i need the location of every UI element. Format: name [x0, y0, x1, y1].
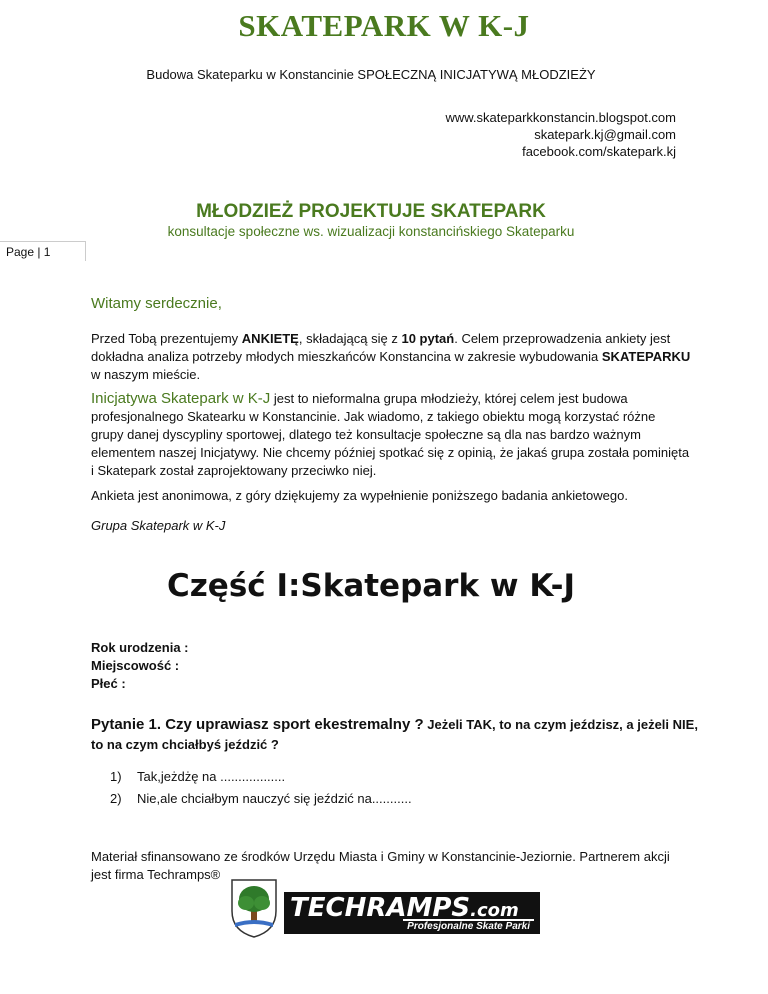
municipality-crest-logo — [229, 877, 279, 939]
question-1 — [91, 715, 711, 755]
facebook-link[interactable]: facebook.com/skatepark.kj — [522, 144, 676, 159]
funding-note: Materiał sfinansowano ze środków Urzędu Miasta i Gminy w Konstancinie-Jeziornie. Partnerem akcji jest firma Techramps® — [91, 849, 670, 882]
blog-link[interactable]: www.skateparkkonstancin.blogspot.com — [445, 110, 676, 125]
logo-suffix: .com — [470, 900, 519, 921]
respondent-fields — [91, 639, 189, 693]
signature: Grupa Skatepark w K-J — [91, 518, 226, 533]
greeting: Witamy serdecznie, — [91, 295, 222, 312]
answer-option: 1) Tak,jeżdżę na .................. — [110, 769, 286, 784]
town-field: Miejscowość : — [91, 658, 180, 673]
intro-paragraph-3: Ankieta jest anonimowa, z góry dziękujemy za wypełnienie poniższego badania ankietowego. — [91, 488, 628, 503]
intro-paragraph-2: Inicjatywa Skatepark w K-J jest to nieformalna grupa młodzieży, której celem jest budowa profesjonalnego Skatearku w Konstancinie. Jak wiadomo, z takiego obiektu mogą korzystać różne grupy danej dyscypliny sportowej, dlatego też konsultacje społeczne są dla nas bardzo ważnym elementem naszej Inicjatywy. Nie chcemy później spotkać się z opinią, że jakaś grupa została pominięta i Skatepark został zaprojektowany przeciwko niej. — [91, 390, 690, 478]
question-1-detail: Jeżeli TAK, to na czym jeździsz, a jeżeli NIE, to na czym chciałbyś jeździć ? — [91, 717, 698, 752]
question-1-main: Pytanie 1. Czy uprawiasz sport ekestremalny ? — [91, 716, 424, 733]
document-title: SKATEPARK W K-J — [238, 8, 530, 43]
initiative-lead: Inicjatywa Skatepark w K-J — [91, 390, 271, 407]
part-title: Część I:Skatepark w K-J — [167, 568, 576, 604]
birth-year-field: Rok urodzenia : — [91, 640, 189, 655]
gender-field: Płeć : — [91, 676, 126, 691]
section-heading: MŁODZIEŻ PROJEKTUJE SKATEPARK — [196, 201, 546, 222]
question-1-answers — [110, 766, 412, 810]
page-number: Page | 1 — [0, 241, 86, 261]
email-link[interactable]: skatepark.kj@gmail.com — [534, 127, 676, 142]
techramps-logo — [284, 892, 540, 934]
document-subtitle: Budowa Skateparku w Konstancinie SPOŁECZNĄ INICJATYWĄ MŁODZIEŻY — [146, 67, 596, 82]
intro-paragraph-1: Przed Tobą prezentujemy ANKIETĘ, składającą się z 10 pytań. Celem przeprowadzenia ankiety jest dokładna analiza potrzeby młodych mieszkańców Konstancina w zakresie wybudowania SKATEPARKU w naszym mieście. — [91, 331, 691, 382]
answer-option: 2) Nie,ale chciałbym nauczyć się jeździć na........... — [110, 791, 412, 806]
logo-brand: TECHRAMPS — [290, 893, 471, 923]
contact-block — [445, 109, 676, 160]
logo-tagline: Profesjonalne Skate Parki — [403, 919, 534, 932]
section-subheading: konsultacje społeczne ws. wizualizacji konstancińskiego Skateparku — [167, 224, 575, 239]
